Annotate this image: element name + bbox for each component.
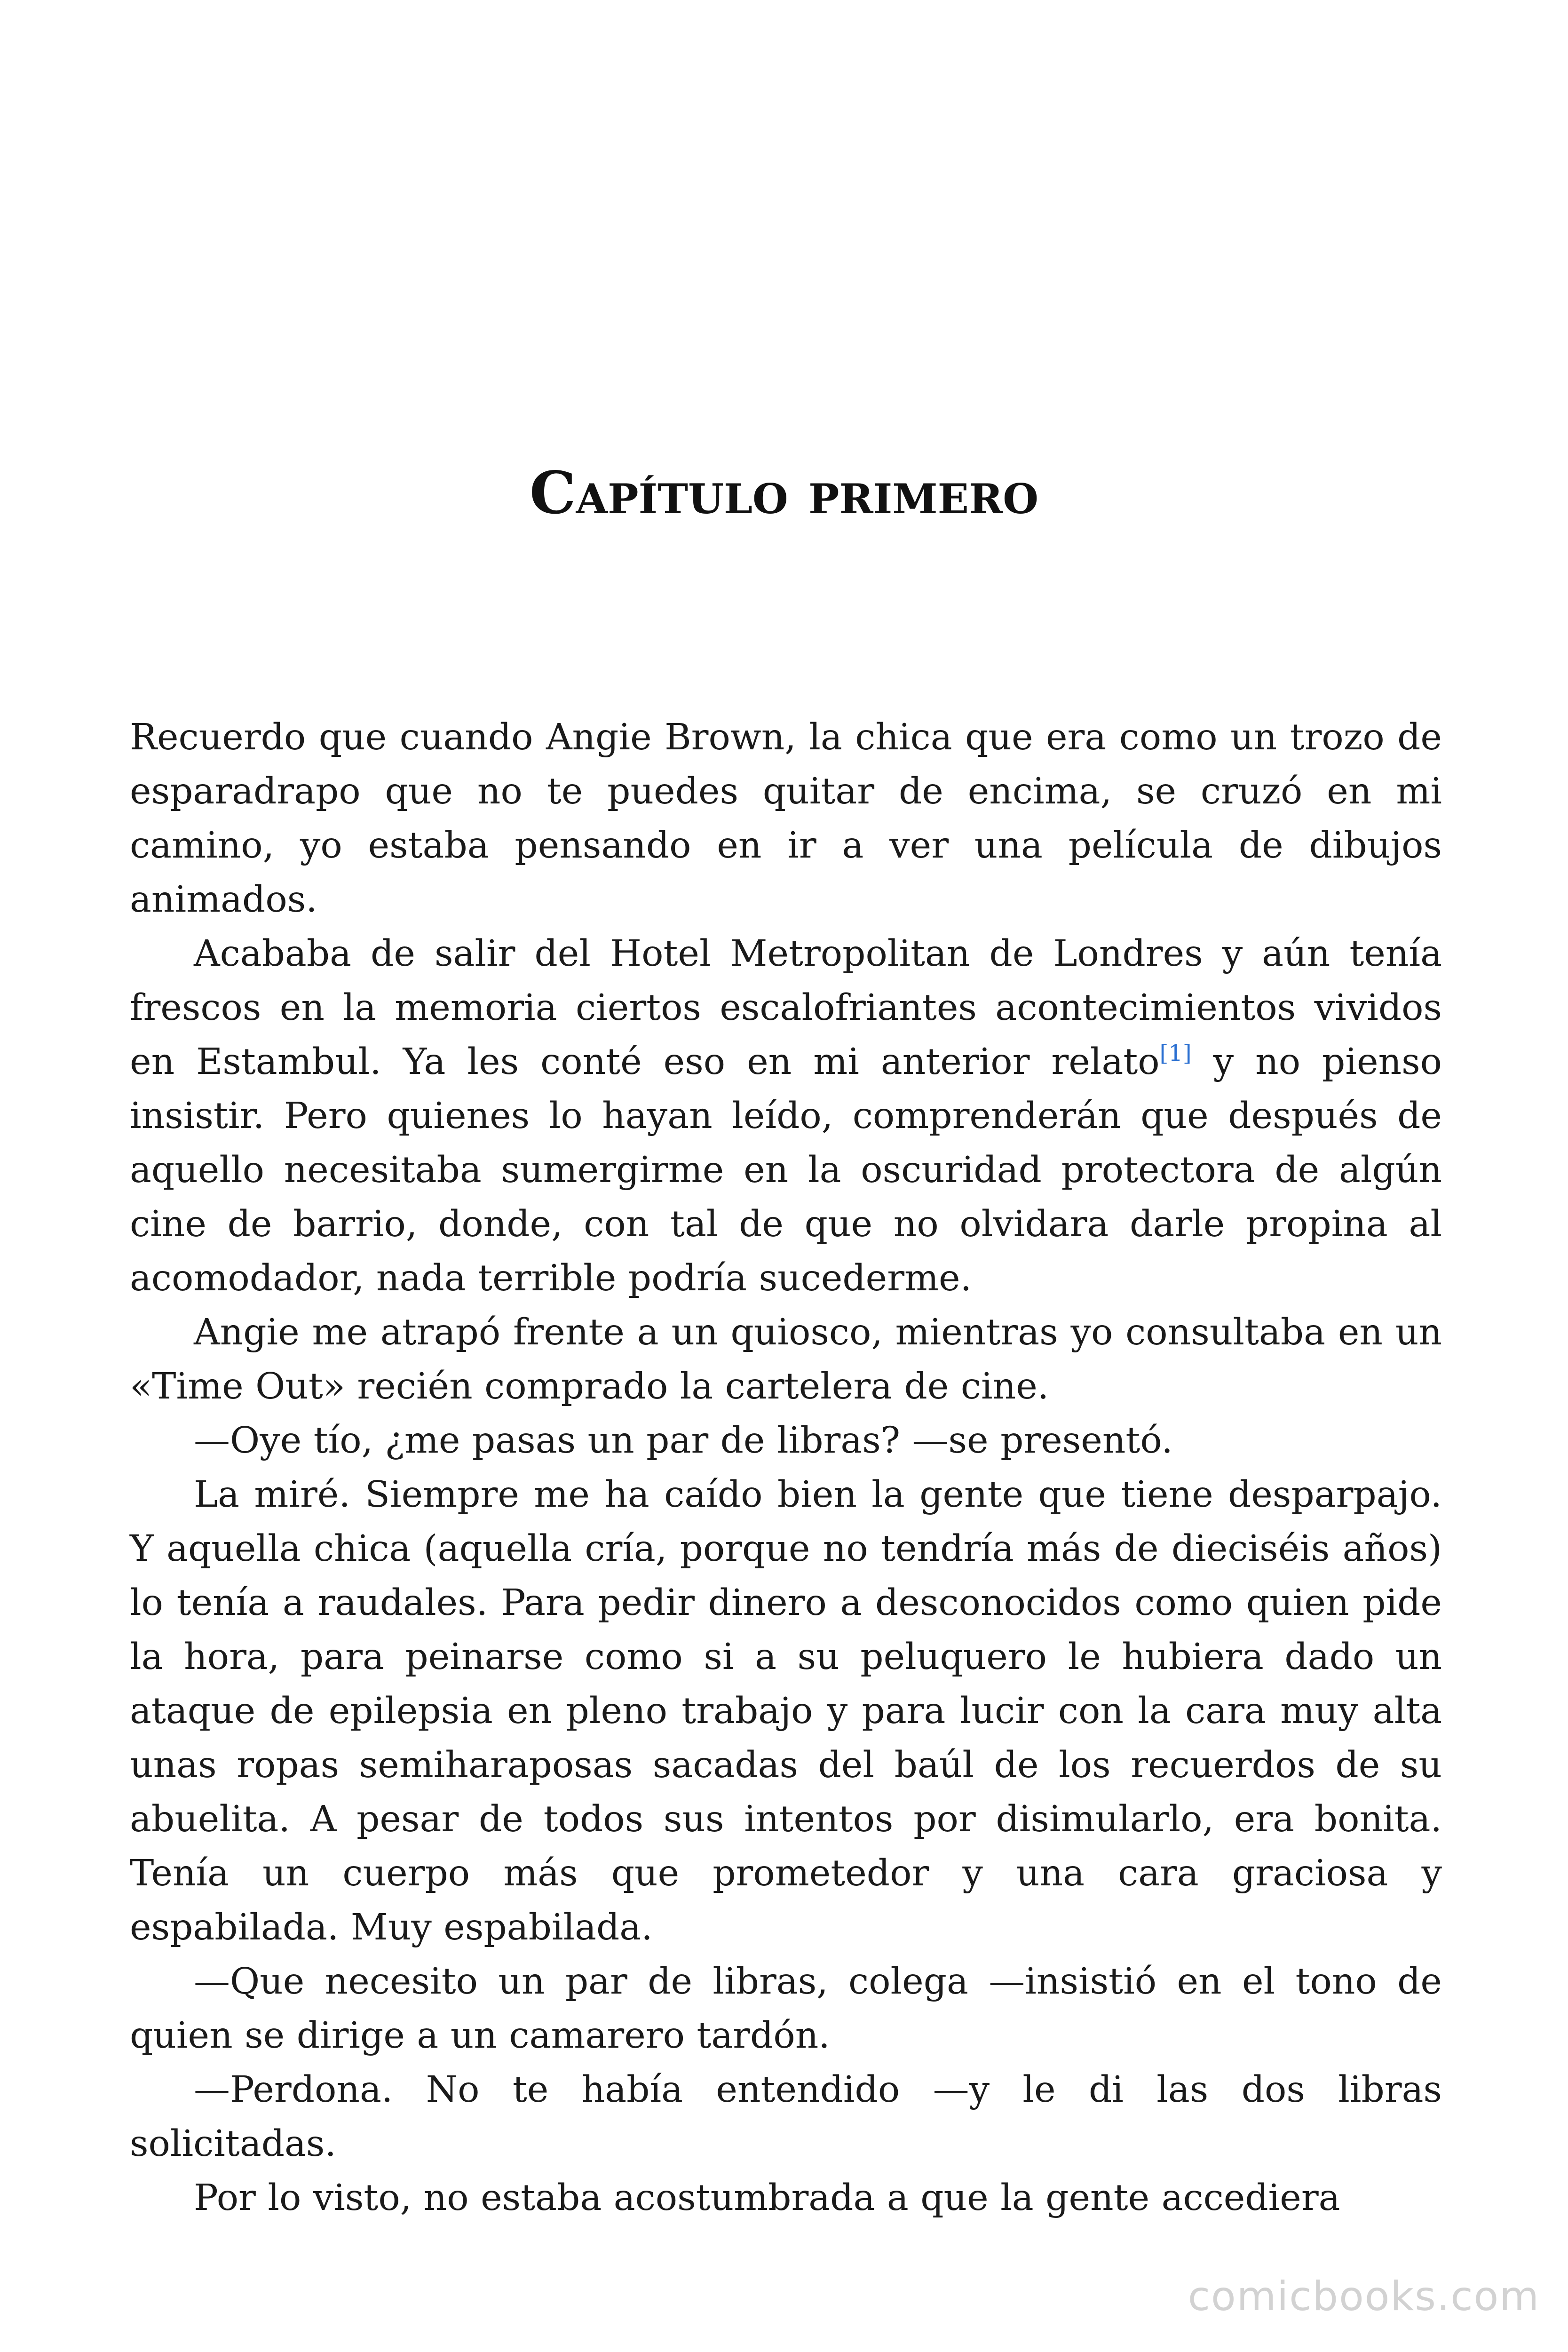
paragraph: —Oye tío, ¿me pasas un par de libras? —se presentó. [194, 1420, 1173, 1462]
paragraph [130, 927, 1442, 1305]
chapter-title [0, 459, 1568, 529]
watermark: comicbooks.com [1188, 2273, 1540, 2320]
paragraph-text: y no pienso insistir. Pero quienes lo hayan leído, comprenderán que después de aquello necesitaba sumergirme en la oscuridad protectora de algún cine de barrio, donde, con tal de que no olvidara darle propina al acomodador, nada terrible podría sucederme. [130, 1041, 1442, 1299]
chapter-title-initial: C [529, 459, 576, 527]
footnote-link[interactable]: [1] [1159, 1040, 1192, 1066]
paragraph: —Perdona. No te había entendido —y le di las dos libras solicitadas. [130, 2069, 1442, 2165]
paragraph: La miré. Siempre me ha caído bien la gente que tiene desparpajo. Y aquella chica (aquella cría, porque no tendría más de dieciséis años) lo tenía a raudales. Para pedir dinero a desconocidos como quien pide la hora, para peinarse como si a su peluquero le hubiera dado un ataque de epilepsia en pleno trabajo y para lucir con la cara muy alta unas ropas semiharaposas sacadas del baúl de los recuerdos de su abuelita. A pesar de todos sus intentos por disimularlo, era bonita. Tenía un cuerpo más que prometedor y una cara graciosa y espabilada. Muy espabilada. [130, 1474, 1442, 1948]
chapter-body [130, 710, 1442, 2225]
paragraph: —Que necesito un par de libras, colega —insistió en el tono de quien se dirige a un camarero tardón. [130, 1961, 1442, 2057]
chapter-title-rest: apítulo primero [576, 459, 1039, 527]
paragraph: Por lo visto, no estaba acostumbrada a que la gente accediera [194, 2177, 1340, 2219]
paragraph: Angie me atrapó frente a un quiosco, mientras yo consultaba en un «Time Out» recién comprado la cartelera de cine. [130, 1311, 1442, 1407]
paragraph: Recuerdo que cuando Angie Brown, la chica que era como un trozo de esparadrapo que no te puedes quitar de encima, se cruzó en mi camino, yo estaba pensando en ir a ver una película de dibujos animados. [130, 716, 1442, 921]
paragraph-text: Acababa de salir del Hotel Metropolitan de Londres y aún tenía frescos en la memoria ciertos escalofriantes acontecimientos vividos en Estambul. Ya les conté eso en mi anterior relato [130, 933, 1442, 1083]
